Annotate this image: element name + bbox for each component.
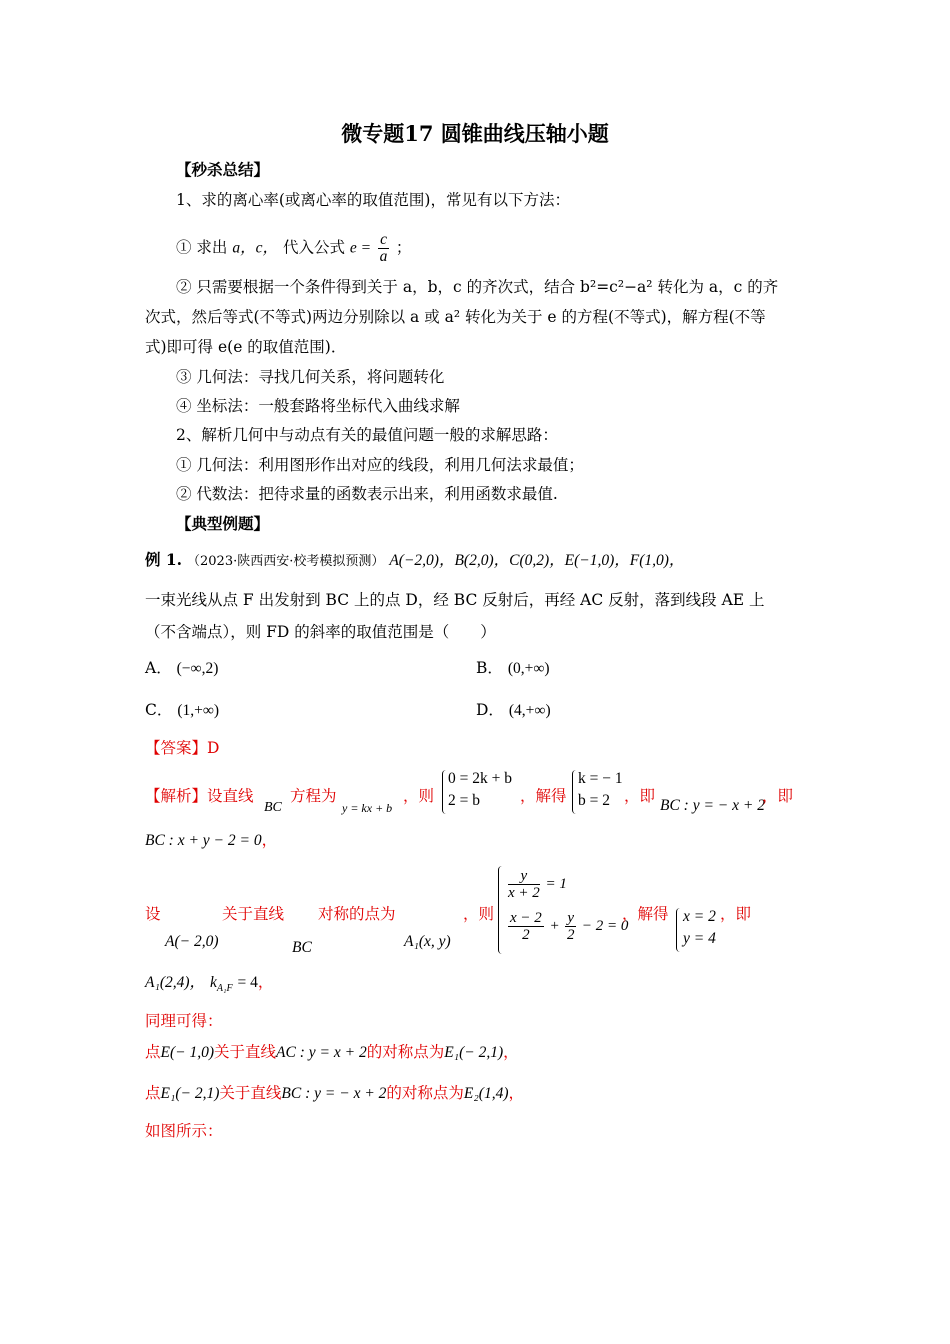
slope-value: = 4 [237,974,258,991]
line-bc-label: BC [292,939,312,956]
system-brace [676,908,682,952]
fraction-numerator: x − 2 [510,910,542,926]
option-c-value: (1,+∞) [177,702,220,719]
system-4 [683,906,716,950]
system-2 [578,768,623,812]
summary-item-1: 1、求的离心率(或离心率的取值范围)，常见有以下方法： [176,191,570,209]
system-1-row-2: 2 = b [448,792,480,809]
figure-intro: 如图所示： [145,1122,223,1140]
option-c [145,700,219,721]
option-b-label: B． [476,659,503,677]
a1-slope-line [145,972,273,999]
point-e: E(− 1,0) [160,1044,215,1061]
point-e1: E₁(− 2,1) [160,1085,220,1102]
example-1-header [145,550,684,572]
option-d-value: (4,+∞) [508,702,551,719]
solution-text: 对称的点为 [318,905,396,923]
fraction-numerator: c [380,231,387,248]
option-a-label: A． [145,659,172,677]
system-1 [448,768,512,812]
solution-text: 关于直线 [219,1084,282,1102]
fraction-denominator: a [379,248,388,265]
option-d [476,700,551,721]
solution-text: ， [261,831,278,849]
system-3-row-2 [506,910,628,943]
bc-general-form [145,830,277,851]
system-2-row-2: b = 2 [578,792,610,809]
point-a1: A₁(x, y) [404,933,451,950]
option-a-value: (−∞,2) [176,660,219,677]
example-1-line-2: 一束光线从点 F 出发射到 BC 上的点 D，经 BC 反射后，再经 AC 反射，落到线段 AE 上 [145,591,765,609]
equation-rhs: = 1 [545,875,567,892]
example-source: （2023·陕西西安·校考模拟预测） [187,554,385,569]
slope-symbol: k [210,974,217,991]
example-points: A(−2,0)，B(2,0)，C(0,2)，E(−1,0)，F(1,0)， [389,552,685,569]
method-1-vars: a，c， [232,239,279,257]
solution-text: 方程为 [290,787,337,805]
solution-text: ，则 [463,905,495,923]
system-4-row-2: y = 4 [683,930,716,947]
answer-tag: 【答案】 [145,739,208,757]
fraction-denominator: 2 [566,927,575,943]
summary-item-2: 2、解析几何中与动点有关的最值问题一般的求解思路： [176,426,558,444]
solution-tag: 【解析】 [145,787,208,805]
reflection-e1-line [145,1083,524,1104]
method-2-line-2: 次式，然后等式(不等式)两边分别除以 a 或 a² 转化为关于 e 的方程(不等式)，解方程(不等 [145,308,766,326]
option-b-value: (0,+∞) [507,660,550,677]
eccentricity-formula-lhs: e = [349,239,372,257]
method-1-end: ； [395,238,412,257]
system-4-row-1: x = 2 [683,908,716,925]
system-1-row-1: 0 = 2k + b [448,770,512,787]
approach-algebraic: ② 代数法：把待求量的函数表示出来，利用函数求最值. [176,485,558,503]
bc-general-equation: BC : x + y − 2 = 0 [145,832,262,849]
method-3: ③ 几何法：寻找几何关系，将问题转化 [176,368,445,386]
example-1-line-3: （不含端点），则 FD 的斜率的取值范围是（ ） [145,623,496,641]
system-3 [506,868,628,943]
approach-geometric: ① 几何法：利用图形作出对应的线段，利用几何法求最值； [176,456,584,474]
fraction [508,868,540,901]
answer-line [145,738,219,758]
examples-heading: 【典型例题】 [176,514,270,533]
solution-text: 的对称点为 [366,1043,445,1061]
method-2-line-1: ② 只需要根据一个条件得到关于 a，b，c 的齐次式，结合 b²=c²−a² 转化为 a，c 的齐 [176,278,779,296]
method-1-line [176,232,411,265]
fraction-denominator: 2 [522,927,530,943]
plus-sign: + [549,917,560,934]
point-a: A(− 2,0) [165,933,219,950]
fraction [565,910,576,943]
solution-text: 设直线 [207,787,254,805]
page-title: 微专题17 圆锥曲线压轴小题 [341,121,609,146]
point-e1: E₁(− 2,1) [444,1044,504,1061]
fraction-denominator: x + 2 [508,885,540,901]
equation-rhs: − 2 = 0 [581,917,629,934]
fraction-numerator: y [567,910,575,926]
solution-text: ， [257,973,274,991]
solution-text: 点 [145,1084,161,1102]
solution-text: ， [508,1084,524,1102]
summary-heading: 【秒杀总结】 [176,160,270,179]
method-1-text: 代入公式 [282,238,345,257]
point-e2: E₂(1,4) [463,1085,509,1102]
option-a [145,658,218,679]
bc-equation: BC : y = − x + 2 [660,797,765,814]
fraction [508,910,544,943]
method-4: ④ 坐标法：一般套路将坐标代入曲线求解 [176,397,460,415]
point-a1-value: A₁(2,4)， [145,974,206,991]
method-1-prefix: ① 求出 [176,238,228,257]
solution-text: 点 [145,1043,161,1061]
solution-text: ，即 [762,787,794,805]
reflection-e-line [145,1042,519,1063]
system-2-row-1: k = − 1 [578,770,623,787]
solution-text: ， [503,1043,519,1061]
eccentricity-fraction [378,232,389,265]
solution-text: ，解得 [622,905,669,923]
option-c-label: C． [145,701,173,719]
solution-text: 设 [145,905,161,923]
solution-text: 关于直线 [214,1043,277,1061]
option-d-label: D． [476,701,504,719]
option-b [476,658,550,679]
method-2-line-3: 式)即可得 e(e 的取值范围)． [145,338,347,356]
solution-text: ，则 [403,787,435,805]
solution-text: ，即 [720,905,752,923]
solution-text: 关于直线 [222,905,285,923]
system-3-row-1 [506,868,628,910]
solution-text: ，解得 [520,787,567,805]
solution-text: 的对称点为 [386,1084,464,1102]
line-bc-label: BC [264,800,282,815]
line-bc-equation: BC : y = − x + 2 [281,1085,387,1102]
slope-subscript: A₁F [216,983,233,995]
example-label: 例 1. [145,550,183,569]
answer-value: D [207,739,220,757]
solution-line-1-start [145,786,254,806]
fraction-numerator: y [508,868,540,885]
line-ac-equation: AC : y = x + 2 [276,1044,367,1061]
solution-text: ，即 [624,787,656,805]
line-equation: y = kx + b [342,801,393,815]
system-brace [498,866,504,954]
similarly-line: 同理可得： [145,1012,223,1030]
